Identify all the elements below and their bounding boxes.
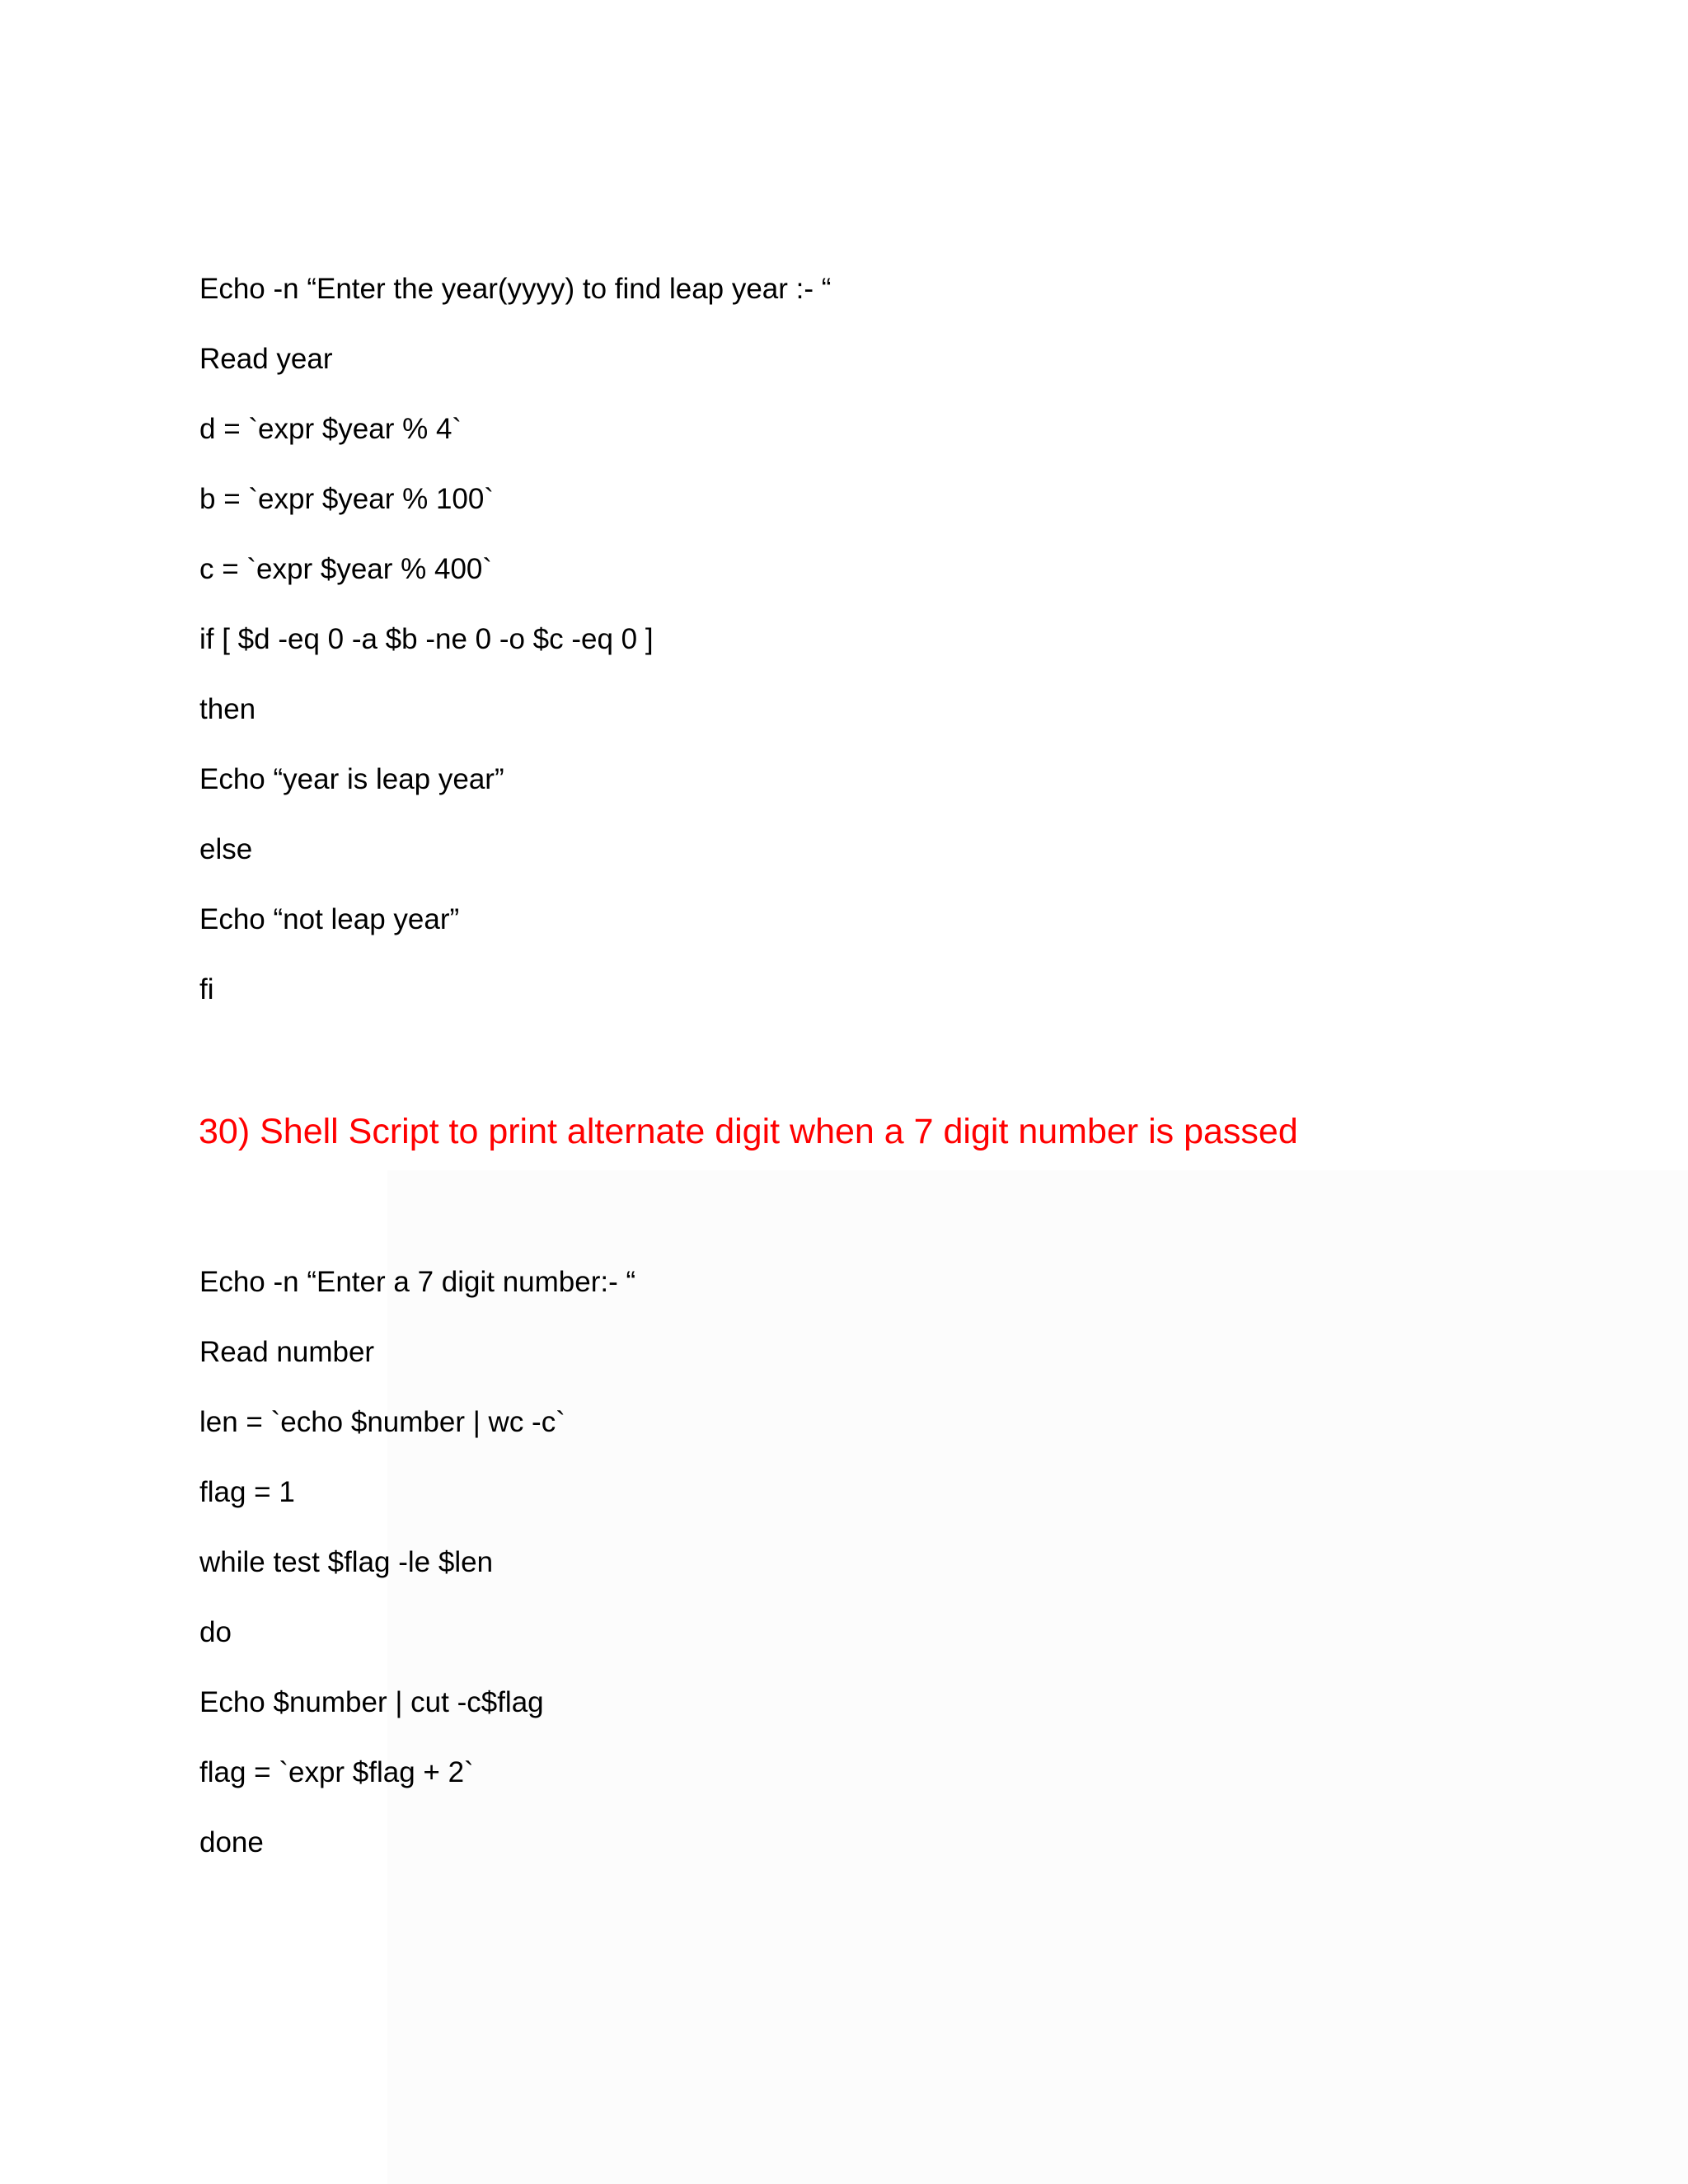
- code-line: c = `expr $year % 400`: [199, 553, 493, 585]
- code-line: Echo -n “Enter a 7 digit number:- “: [199, 1266, 636, 1298]
- code-line: d = `expr $year % 4`: [199, 413, 462, 445]
- code-line: done: [199, 1826, 264, 1858]
- code-line: b = `expr $year % 100`: [199, 483, 494, 515]
- leap-year-script: [199, 274, 831, 1045]
- code-line: len = `echo $number | wc -c`: [199, 1406, 565, 1438]
- code-line: Read number: [199, 1336, 375, 1368]
- code-line: while test $flag -le $len: [199, 1546, 494, 1578]
- code-line: if [ $d -eq 0 -a $b -ne 0 -o $c -eq 0 ]: [199, 623, 654, 655]
- code-line: flag = `expr $flag + 2`: [199, 1756, 474, 1788]
- code-line: Echo “year is leap year”: [199, 763, 504, 795]
- code-line: Echo $number | cut -c$flag: [199, 1686, 544, 1718]
- code-line: Read year: [199, 343, 333, 375]
- section-heading: 30) Shell Script to print alternate digit when a 7 digit number is passed: [199, 1112, 1298, 1151]
- alternate-digit-script: [199, 1268, 635, 1898]
- code-line: Echo -n “Enter the year(yyyy) to find leap year :- “: [199, 273, 832, 305]
- code-line: Echo “not leap year”: [199, 903, 460, 935]
- code-line: then: [199, 693, 256, 725]
- code-line: do: [199, 1616, 232, 1648]
- code-line: fi: [199, 973, 214, 1005]
- code-line: else: [199, 833, 253, 865]
- code-line: flag = 1: [199, 1476, 295, 1508]
